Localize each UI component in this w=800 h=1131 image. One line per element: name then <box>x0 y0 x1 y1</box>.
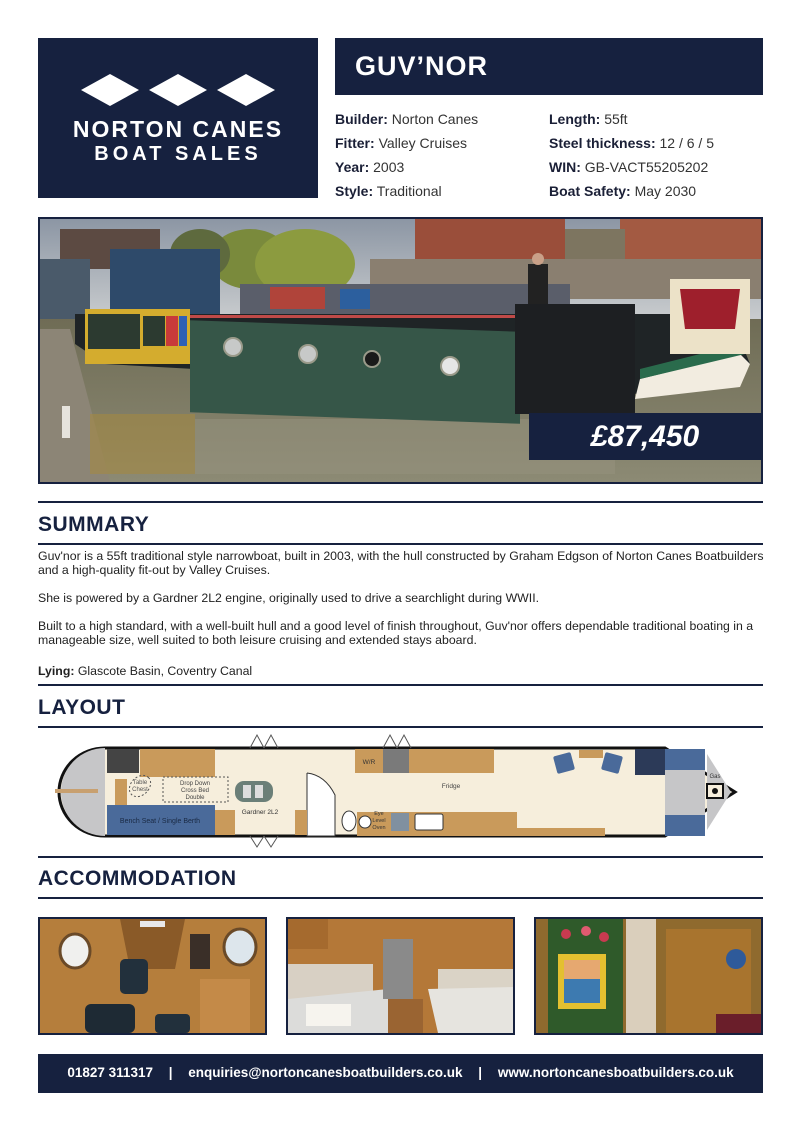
hero-photo <box>38 217 763 484</box>
spec-value: May 2030 <box>634 183 697 199</box>
footer-separator: | <box>478 1065 483 1080</box>
label-bed: Cross Bed <box>180 788 210 794</box>
galley-photo-illustration <box>288 919 513 1033</box>
spec-year <box>335 159 404 175</box>
summary-heading: SUMMARY <box>38 513 150 536</box>
spec-label: Steel thickness: <box>549 135 656 151</box>
sink-icon <box>415 814 443 830</box>
boat-name: GUV’NOR <box>355 51 489 81</box>
label-bed: Double <box>185 795 205 801</box>
spec-fitter <box>335 135 467 151</box>
spec-value: Norton Canes <box>391 111 479 127</box>
spec-value: Valley Cruises <box>378 135 467 151</box>
divider <box>38 726 763 728</box>
spec-label: Length: <box>549 111 601 127</box>
summary-paragraph-1: Guv'nor is a 55ft traditional style narrowboat, built in 2003, with the hull constructed by Graham Edgson of Norton Canes Boatbuilders and a high-quality fit-out by Valley Cruises. <box>38 549 764 577</box>
footer-phone[interactable]: 01827 311317 <box>67 1065 153 1080</box>
engine-icon <box>235 781 273 802</box>
label-oven: Level <box>372 818 386 824</box>
hob-icon <box>391 813 409 831</box>
summary-paragraph-3: Built to a high standard, with a well-built hull and a good level of finish throughout, Guv'nor offers dependable traditional boating in a manageable size, well suited to both leisure cruising and extended stays aboard. <box>38 619 754 647</box>
spec-label: WIN: <box>549 159 581 175</box>
spec-steel-thickness <box>549 135 714 151</box>
price-badge: £87,450 <box>529 413 761 460</box>
spec-value: GB-VACT55205202 <box>584 159 709 175</box>
label-oven: Eye <box>374 811 384 817</box>
label-table-chest: Table <box>132 780 148 786</box>
stove-icon <box>635 749 665 775</box>
steps-icon <box>383 749 409 773</box>
tiller-icon <box>55 789 98 793</box>
divider <box>38 856 763 858</box>
spec-boat-safety <box>549 183 696 199</box>
divider <box>38 897 763 899</box>
spec-label: Year: <box>335 159 370 175</box>
divider <box>38 543 763 545</box>
footer-website[interactable]: www.nortoncanesboatbuilders.co.uk <box>497 1065 734 1080</box>
boat-title-bar <box>335 38 763 95</box>
spec-label: Fitter: <box>335 135 375 151</box>
label-gas: Gas <box>709 774 721 780</box>
spec-label: Style: <box>335 183 374 199</box>
label-oven: Oven <box>372 825 386 831</box>
spec-value: 55ft <box>604 111 628 127</box>
footer-separator: | <box>168 1065 173 1080</box>
contact-footer <box>38 1054 763 1093</box>
accommodation-photo-saloon <box>38 917 267 1035</box>
floor-plan <box>55 730 750 848</box>
divider <box>38 684 763 686</box>
lying-value: Glascote Basin, Coventry Canal <box>77 664 253 678</box>
summary-paragraph-2: She is powered by a Gardner 2L2 engine, originally used to drive a searchlight during WWII. <box>38 591 540 605</box>
saloon-photo-illustration <box>40 919 265 1033</box>
stove-icon <box>107 749 139 773</box>
spec-label: Builder: <box>335 111 388 127</box>
three-diamonds-icon <box>38 74 318 106</box>
spec-style <box>335 183 442 199</box>
brand-logo <box>38 38 318 198</box>
layout-heading: LAYOUT <box>38 696 126 719</box>
accommodation-photo-back-cabin <box>534 917 763 1035</box>
logo-line-1: NORTON CANES <box>72 116 284 142</box>
spec-win <box>549 159 708 175</box>
spec-label: Boat Safety: <box>549 183 631 199</box>
accommodation-heading: ACCOMMODATION <box>38 867 237 890</box>
spec-value: 2003 <box>373 159 405 175</box>
accommodation-photo-galley <box>286 917 515 1035</box>
label-fridge: Fridge <box>441 783 461 790</box>
footer-email[interactable]: enquiries@nortoncanesboatbuilders.co.uk <box>188 1065 463 1080</box>
back-cabin-photo-illustration <box>536 919 761 1033</box>
spec-builder <box>335 111 478 127</box>
label-table-chest: Chest <box>132 787 148 793</box>
divider <box>38 501 763 503</box>
spec-length <box>549 111 628 127</box>
label-wardrobe: W/R <box>362 759 376 766</box>
spec-value: 12 / 6 / 5 <box>659 135 714 151</box>
lying-label: Lying: <box>38 664 75 678</box>
spec-value: Traditional <box>376 183 442 199</box>
logo-line-2: BOAT SALES <box>94 143 262 165</box>
lying-location <box>38 664 766 678</box>
label-engine: Gardner 2L2 <box>241 809 279 816</box>
label-bench: Bench Seat / Single Berth <box>119 818 201 825</box>
label-bed: Drop Down <box>179 781 211 787</box>
